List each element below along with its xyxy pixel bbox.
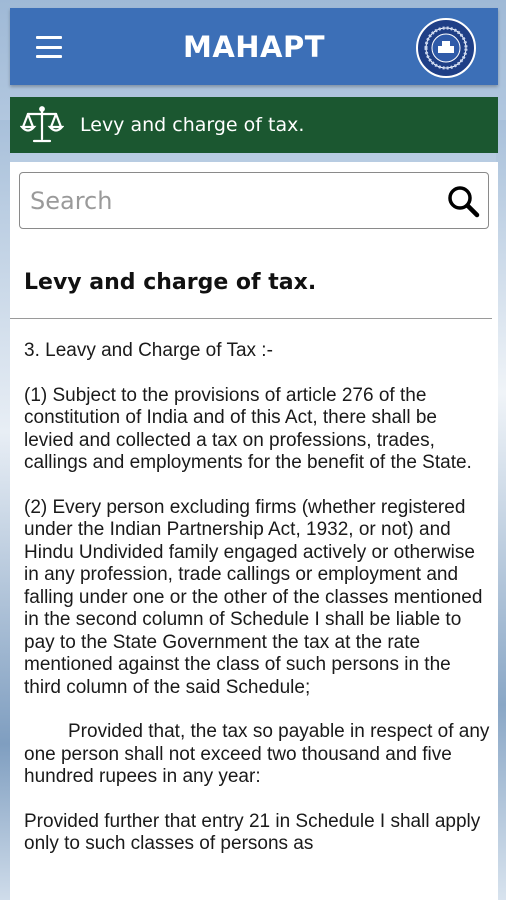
article-paragraph: Provided further that entry 21 in Schedule I shall apply only to such classes of persons as bbox=[24, 810, 481, 854]
article-body bbox=[24, 340, 490, 878]
search-input[interactable] bbox=[20, 173, 430, 228]
app-bar bbox=[10, 8, 498, 85]
search-box bbox=[19, 172, 489, 229]
article-paragraph: Provided that, the tax so payable in respect of any one person shall not exceed two thousand and five hundred rupees in any year: bbox=[24, 721, 490, 787]
article-paragraph: (1) Subject to the provisions of article 276 of the constitution of India and of this Act, there shall be levied and collected a tax on professions, trades, callings and employments for the benefit of the State. bbox=[24, 384, 472, 473]
government-seal-logo bbox=[416, 18, 476, 78]
section-header bbox=[10, 97, 498, 153]
article-heading: Levy and charge of tax. bbox=[24, 270, 317, 295]
article-paragraph: (2) Every person excluding firms (whether registered under the Indian Partnership Act, 1932, or not) and Hindu Undivided family engaged actively or otherwise in any profession, trade callings or employment and falling under one or the other of the classes mentioned in the second column of Schedule I shall be liable to pay to the State Government the tax at the rate mentioned against the class of such persons in the third column of the said Schedule; bbox=[24, 496, 483, 698]
background-left bbox=[0, 120, 10, 900]
divider bbox=[10, 318, 492, 319]
balance-scales-icon bbox=[20, 103, 64, 147]
article-paragraph: 3. Leavy and Charge of Tax :- bbox=[24, 340, 273, 361]
magnifier-icon[interactable] bbox=[446, 184, 480, 218]
app-title: MAHAPT bbox=[182, 29, 326, 64]
hamburger-menu-icon[interactable] bbox=[36, 36, 62, 58]
section-title: Levy and charge of tax. bbox=[80, 114, 305, 136]
content-panel[interactable] bbox=[10, 162, 498, 900]
